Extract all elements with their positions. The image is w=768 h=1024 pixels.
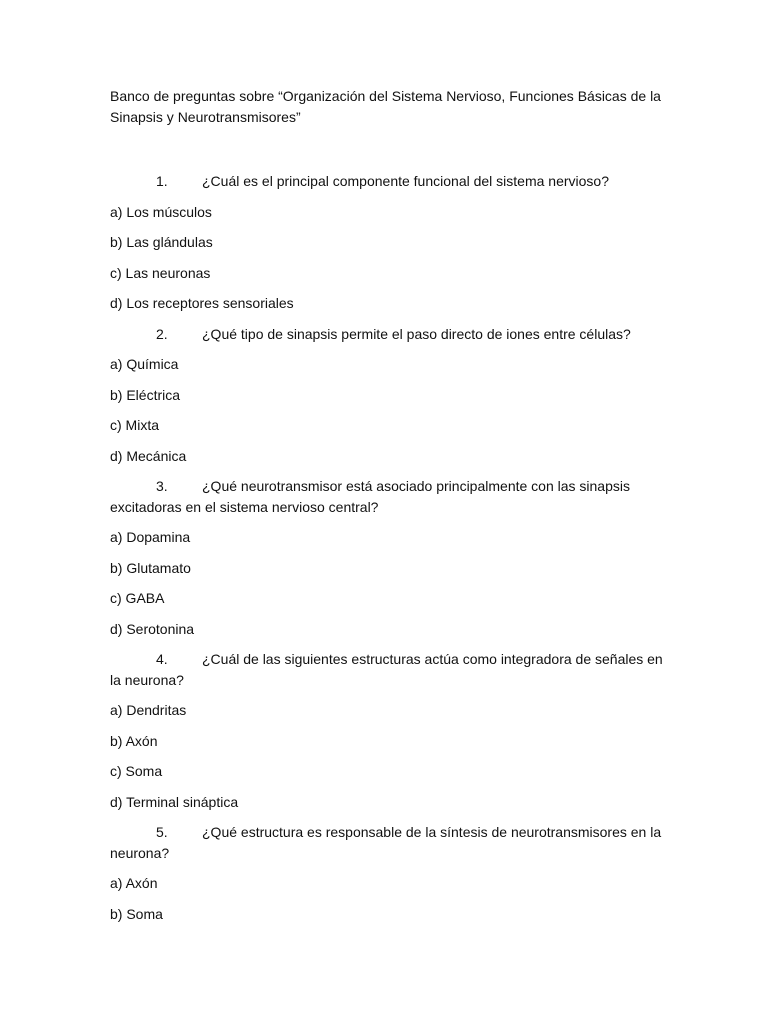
question-number: 4. [156,651,168,667]
question-prompt: ¿Qué estructura es responsable de la síntesis de neurotransmisores en la neurona? [110,824,662,861]
answer-option: c) Mixta [110,417,159,433]
question-1 [110,171,668,324]
answer-option: b) Las glándulas [110,234,213,250]
question-text [110,649,668,690]
question-prompt: ¿Qué neurotransmisor está asociado principalmente con las sinapsis excitadoras en el sistema nervioso central? [110,478,630,515]
answer-option: a) Los músculos [110,203,212,220]
question-3 [110,476,668,649]
question-text [110,324,668,345]
question-text [110,171,668,192]
question-4 [110,649,668,822]
answer-option: c) Las neuronas [110,264,211,281]
answer-option: d) Mecánica [110,447,187,464]
answer-option: b) Eléctrica [110,386,181,403]
question-number: 1. [156,173,168,189]
answer-option: d) Serotonina [110,620,195,637]
question-text [110,476,668,517]
answer-option: a) Dendritas [110,702,187,718]
question-prompt: ¿Cuál es el principal componente funcional del sistema nervioso? [202,173,609,189]
answer-option: a) Axón [110,875,158,891]
answer-option: c) GABA [110,590,165,606]
question-text [110,822,668,863]
question-prompt: ¿Qué tipo de sinapsis permite el paso directo de iones entre células? [202,325,631,342]
answer-option: a) Dopamina [110,529,191,545]
question-number: 3. [156,478,168,494]
answer-option: d) Terminal sináptica [110,793,239,810]
document-title: Banco de preguntas sobre “Organización del Sistema Nervioso, Funciones Básicas de la Sinapsis y Neurotransmisores” [110,88,661,125]
question-number: 2. [156,325,168,342]
answer-option: d) Los receptores sensoriales [110,295,294,311]
question-list [110,171,668,934]
answer-option: b) Glutamato [110,559,191,576]
answer-option: a) Química [110,356,179,372]
question-2 [110,324,668,477]
question-5 [110,822,668,934]
answer-option: c) Soma [110,763,163,779]
question-prompt: ¿Cuál de las siguientes estructuras actúa como integradora de señales en la neurona? [110,651,663,688]
answer-option: b) Axón [110,732,158,749]
answer-option: b) Soma [110,905,163,922]
question-number: 5. [156,824,168,840]
